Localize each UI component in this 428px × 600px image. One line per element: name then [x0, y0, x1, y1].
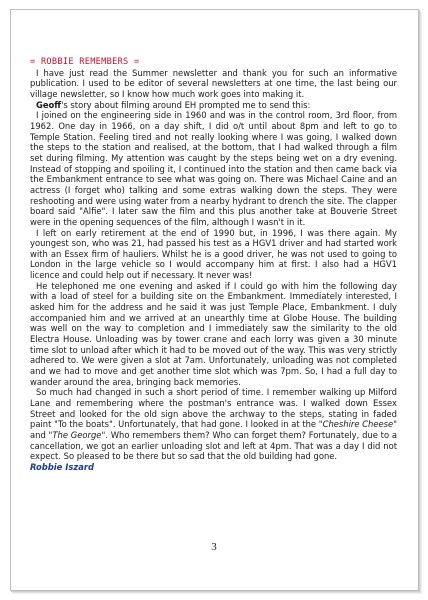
page-number: 3: [211, 541, 217, 553]
paragraph-6: [30, 387, 397, 462]
name-geoff: Geoff: [36, 99, 62, 110]
paragraph-3: I joined on the engineering side in 1960 and was in the control room, 3rd floor, from 1962. One day in 1966, on a day shift, I did o/t until about 8pm and left to go to Temple Station. Feeling tired and not really looking where I was going, I walked down the steps to the station and realised, at the bottom, that I had walked through a film set during filming. My attention was caught by the steps being wet on a dry evening. Instead of stopping and spoiling it, I continued into the station and then came back via the Embankment entrance to see what was going on. There was Michael Caine and an actress (I forget who) talking and some extras walking down the steps. They were reshooting and were using water from a nearby hydrant to drench the site. The clapper board said "Alfie". I later saw the film and this plus another take at Bouverie Street were in the opening sequences of the film, although I wasn't in it.: [30, 110, 397, 227]
paragraph-1: I have just read the Summer newsletter and thank you for such an informative publication. I used to be editor of several newsletters at one time, the last being our village newsletter, so I know how much work goes into making it.: [30, 67, 397, 99]
paragraph-2-text: 's story about filming around EH prompted me to send this:: [61, 99, 311, 110]
article: [30, 57, 397, 473]
pub-name-cheshire-cheese: Cheshire Cheese: [322, 419, 394, 430]
paragraph-4: I left on early retirement at the end of 1990 but, in 1996, I was there again. My youngest son, who was 21, had passed his test as a HGV1 driver and had started work with an Essex firm of hauliers. Whilst he is a good driver, he was not used to going to London in the large vehicle so I would accompany him at first. I also had a HGV1 licence and could help out if necessary. It never was!: [30, 227, 397, 281]
paragraph-2: [30, 100, 397, 111]
article-heading: = ROBBIE REMEMBERS =: [30, 57, 140, 67]
paragraph-6-text-c: ". Who remembers them? Who can forget them? Fortunately, due to a cancellation, we got an earlier unloading slot and left at 4pm. That was a day I did not expect. So pleased to be there but so sad that the old building had gone.: [30, 429, 397, 462]
paragraph-5: He telephoned me one evening and asked if I could go with him the following day with a load of steel for a building site on the Embankment. Immediately interested, I asked him for the address and he said it was just Temple Place, Embankment. I duly accompanied him and we arrived at an unearthly time at Globe House. The building was well on the way to completion and I immediately saw the similarity to the old Electra House. Unloading was by tower crane and each lorry was given a 30 minute time slot to unload after which it had to be moved out of the way. This was very strictly adhered to. We were given a slot at 7am. Unfortunately, unloading was not completed and we had to move and get another time slot which was 7pm. So, I had a full day to wander around the area, bringing back memories.: [30, 280, 397, 387]
paragraph-6-text-b: " and ": [30, 419, 397, 440]
paragraph-6-text-a: So much had changed in such a short period of time. I remember walking up Milford Lane and remembering where the postman's entrance was. I walked down Essex Street and looked for the old sign above the archway to the steps, stating in faded paint "To the boats". Unfortunately, that had gone. I looked in at the ": [30, 387, 397, 430]
author-signature: Robbie Iszard: [30, 461, 94, 472]
pub-name-the-george: The George: [52, 429, 102, 440]
